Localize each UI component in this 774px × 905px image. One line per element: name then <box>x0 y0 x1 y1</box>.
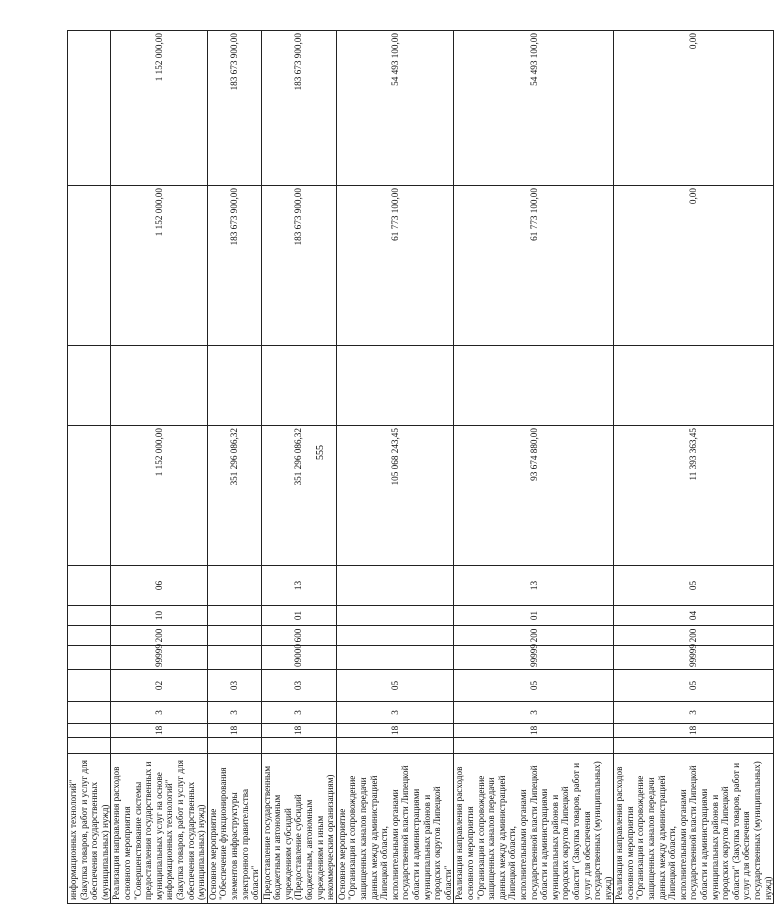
code-cell <box>336 646 454 670</box>
table-row <box>336 31 454 904</box>
code-cell: 03 <box>261 670 336 702</box>
amount-cell <box>207 346 261 426</box>
amount-cell: 183 673 900,00 <box>261 186 336 346</box>
code-cell: 10 <box>111 606 207 626</box>
table-row <box>111 31 207 904</box>
code-cell: 3 <box>336 702 454 724</box>
code-cell: 09000 <box>261 646 336 670</box>
code-cell: 18 <box>261 724 336 738</box>
table-row <box>454 31 614 904</box>
empty-cell <box>336 738 454 754</box>
description-cell: Реализация направления расходов основного мероприятия "Организация и сопровождение защищенных каналов передачи данных между администрацией Липецкой области, исполнительными органами государственной власти Липецкой области и администрациями муниципальных районов и городских округов Липецкой области" (Закупка товаров, работ и услуг для обеспечения государственных (муниципальных) нужд) <box>454 754 614 904</box>
description-cell: Реализация направления расходов основного мероприятия "Организация и сопровождение защищенных каналов передачи данных между администрацией Липецкой области, исполнительными органами государственной власти Липецкой области и администрациями муниципальных районов и городских округов Липецкой области" (Закупка товаров, работ и услуг для обеспечения государственных (муниципальных) нужд) <box>614 754 774 904</box>
amount-cell <box>111 346 207 426</box>
code-cell: 18 <box>111 724 207 738</box>
empty-cell <box>111 738 207 754</box>
code-cell: 3 <box>111 702 207 724</box>
code-cell <box>207 566 261 606</box>
empty-cell <box>614 738 774 754</box>
budget-table <box>67 30 774 904</box>
code-cell: 200 <box>454 626 614 646</box>
code-cell <box>336 606 454 626</box>
amount-cell: 351 296 086,32 <box>261 426 336 566</box>
table-row <box>261 31 336 904</box>
amount-cell <box>68 186 111 346</box>
code-cell <box>68 606 111 626</box>
empty-cell <box>68 738 111 754</box>
code-cell: 13 <box>454 566 614 606</box>
code-cell: 18 <box>614 724 774 738</box>
code-cell: 02 <box>111 670 207 702</box>
code-cell: 3 <box>454 702 614 724</box>
amount-cell <box>68 31 111 186</box>
amount-cell: 183 673 900,00 <box>207 31 261 186</box>
code-cell: 05 <box>454 670 614 702</box>
code-cell: 200 <box>111 626 207 646</box>
table-row <box>614 31 774 904</box>
empty-cell <box>261 738 336 754</box>
code-cell <box>68 724 111 738</box>
code-cell: 18 <box>454 724 614 738</box>
amount-cell <box>68 346 111 426</box>
code-cell: 99999 <box>111 646 207 670</box>
amount-cell: 54 493 100,00 <box>336 31 454 186</box>
code-cell: 13 <box>261 566 336 606</box>
table-row <box>207 31 261 904</box>
code-cell: 600 <box>261 626 336 646</box>
code-cell: 3 <box>614 702 774 724</box>
amount-cell: 61 773 100,00 <box>454 186 614 346</box>
code-cell: 01 <box>261 606 336 626</box>
empty-cell <box>207 738 261 754</box>
code-cell <box>68 670 111 702</box>
amount-cell: 11 393 363,45 <box>614 426 774 566</box>
code-cell <box>68 646 111 670</box>
code-cell: 3 <box>261 702 336 724</box>
code-cell <box>68 566 111 606</box>
budget-table-rotated <box>67 31 773 904</box>
code-cell: 99999 <box>614 646 774 670</box>
amount-cell <box>68 426 111 566</box>
code-cell: 05 <box>336 670 454 702</box>
amount-cell: 1 152 000,00 <box>111 186 207 346</box>
description-cell: информационных технологий" (Закупка товаров, работ и услуг для обеспечения государственных (муниципальных) нужд) <box>68 754 111 904</box>
code-cell: 05 <box>614 566 774 606</box>
code-cell: 99999 <box>454 646 614 670</box>
code-cell <box>207 626 261 646</box>
code-cell: 18 <box>336 724 454 738</box>
amount-cell <box>336 346 454 426</box>
code-cell <box>336 626 454 646</box>
amount-cell: 93 674 880,00 <box>454 426 614 566</box>
amount-cell <box>614 346 774 426</box>
code-cell: 01 <box>454 606 614 626</box>
table-row <box>68 31 111 904</box>
amount-cell: 0,00 <box>614 186 774 346</box>
code-cell: 05 <box>614 670 774 702</box>
amount-cell: 183 673 900,00 <box>261 31 336 186</box>
amount-cell <box>454 346 614 426</box>
code-cell <box>68 626 111 646</box>
page-number: 555 <box>315 445 326 460</box>
code-cell <box>68 702 111 724</box>
code-cell: 200 <box>614 626 774 646</box>
code-cell <box>207 646 261 670</box>
amount-cell: 1 152 000,00 <box>111 31 207 186</box>
amount-cell <box>261 346 336 426</box>
code-cell: 3 <box>207 702 261 724</box>
amount-cell: 54 493 100,00 <box>454 31 614 186</box>
amount-cell: 105 068 243,45 <box>336 426 454 566</box>
description-cell: Предоставление государственным бюджетным и автономным учреждениям субсидий (Предоставление субсидий бюджетным, автономным учреждениям и иным некоммерческим организациям) <box>261 754 336 904</box>
description-cell: Основное мероприятие "Обеспечение функционирования элементов инфраструктуры электронного правительства области" <box>207 754 261 904</box>
code-cell: 06 <box>111 566 207 606</box>
code-cell: 18 <box>207 724 261 738</box>
description-cell: Основное мероприятие "Организация и сопровождение защищенных каналов передачи данных между администрацией Липецкой области, исполнительными органами государственной власти Липецкой области и администрациями муниципальных районов и городских округов Липецкой области" <box>336 754 454 904</box>
amount-cell: 61 773 100,00 <box>336 186 454 346</box>
amount-cell: 351 296 086,32 <box>207 426 261 566</box>
amount-cell: 183 673 900,00 <box>207 186 261 346</box>
code-cell: 03 <box>207 670 261 702</box>
amount-cell: 1 152 000,00 <box>111 426 207 566</box>
code-cell <box>336 566 454 606</box>
amount-cell: 0,00 <box>614 31 774 186</box>
description-cell: Реализация направления расходов основного мероприятия "Совершенствование системы предоставления государственных и муниципальных услуг на основе информационных технологий" (Закупка товаров, работ и услуг для обеспечения государственных (муниципальных) нужд) <box>111 754 207 904</box>
code-cell: 04 <box>614 606 774 626</box>
empty-cell <box>454 738 614 754</box>
code-cell <box>207 606 261 626</box>
